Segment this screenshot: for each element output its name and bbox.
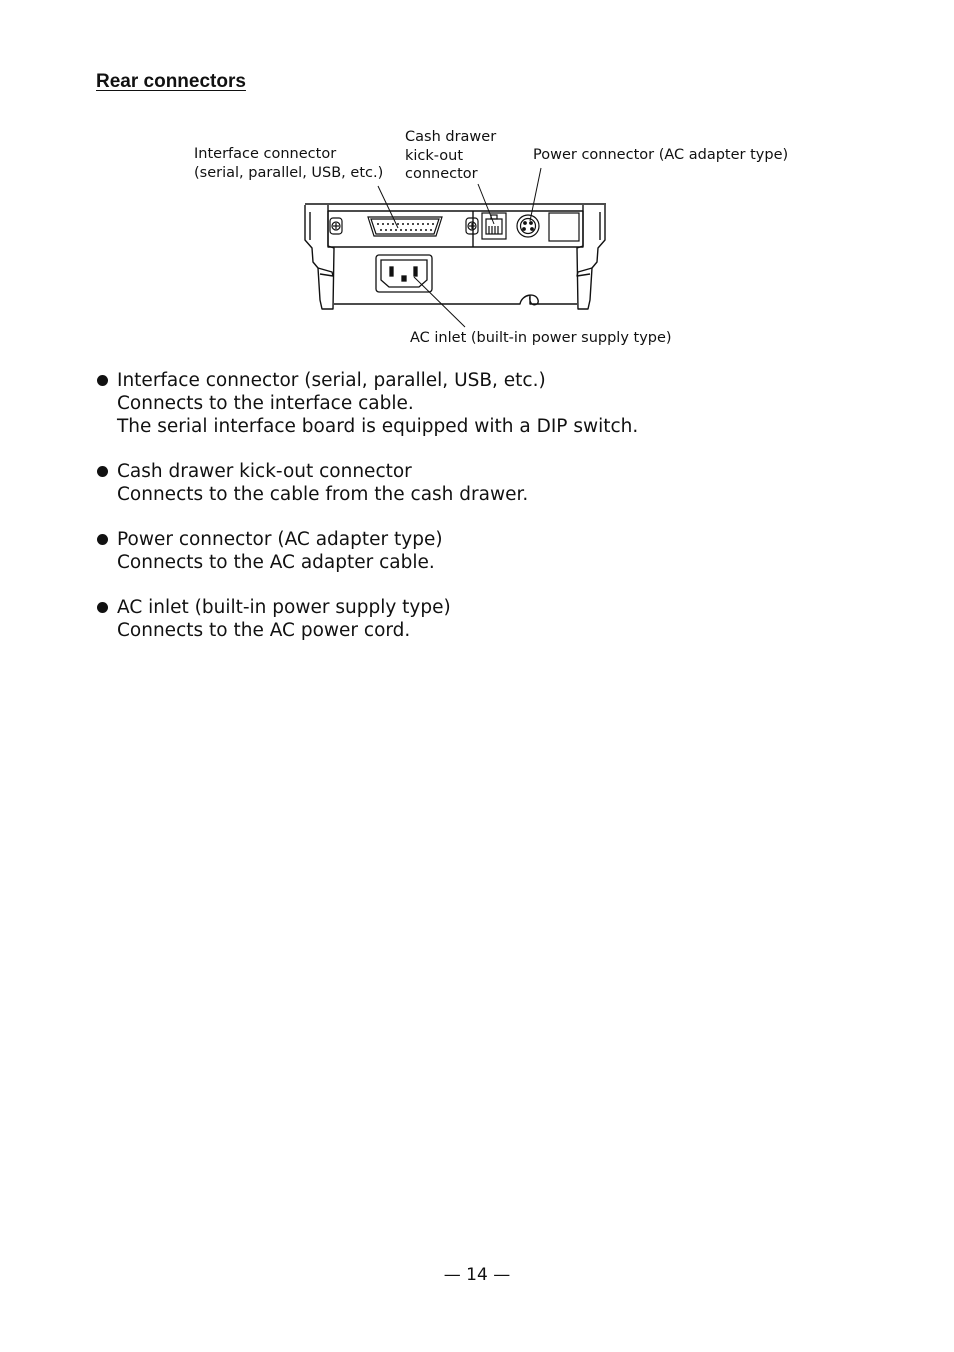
list-item-interface: [96, 369, 896, 438]
bullet-dot-icon: [97, 602, 108, 613]
item-heading: Interface connector (serial, parallel, USB, etc.): [117, 370, 546, 391]
item-heading: AC inlet (built-in power supply type): [117, 597, 451, 618]
item-heading: Power connector (AC adapter type): [117, 529, 443, 550]
bullet-dot-icon: [97, 466, 108, 477]
page-number: — 14 —: [443, 1265, 511, 1285]
db25-pins: [377, 223, 434, 231]
callout-ac-inlet: AC inlet (built-in power supply type): [410, 330, 672, 346]
connector-description-list: [96, 369, 896, 664]
rj-drawer-port: [482, 213, 506, 239]
item-line: Connects to the AC adapter cable.: [117, 552, 435, 573]
list-item-power-connector: [96, 528, 896, 574]
item-heading: Cash drawer kick-out connector: [117, 461, 412, 482]
list-item-cash-drawer: [96, 460, 896, 506]
printer-rear-body: [305, 204, 606, 309]
din-power-port: [517, 215, 539, 237]
item-line: Connects to the AC power cord.: [117, 620, 411, 641]
bullet-dot-icon: [97, 375, 108, 386]
item-line: The serial interface board is equipped with a DIP switch.: [117, 416, 639, 437]
section-title: Rear connectors: [96, 71, 246, 92]
bullet-dot-icon: [97, 534, 108, 545]
blank-port-cover: [549, 213, 579, 241]
callout-interface-connector: Interface connector (serial, parallel, USB, etc.): [194, 146, 384, 181]
item-line: Connects to the interface cable.: [117, 393, 414, 414]
callout-power-connector: Power connector (AC adapter type): [533, 147, 789, 163]
db25-connector-shape: [368, 217, 442, 236]
list-item-ac-inlet: [96, 596, 896, 642]
item-line: Connects to the cable from the cash drawer.: [117, 484, 529, 505]
screw-left: [330, 218, 342, 234]
screw-right: [466, 218, 478, 234]
callout-cash-drawer-connector: Cash drawer kick-out connector: [405, 129, 497, 182]
